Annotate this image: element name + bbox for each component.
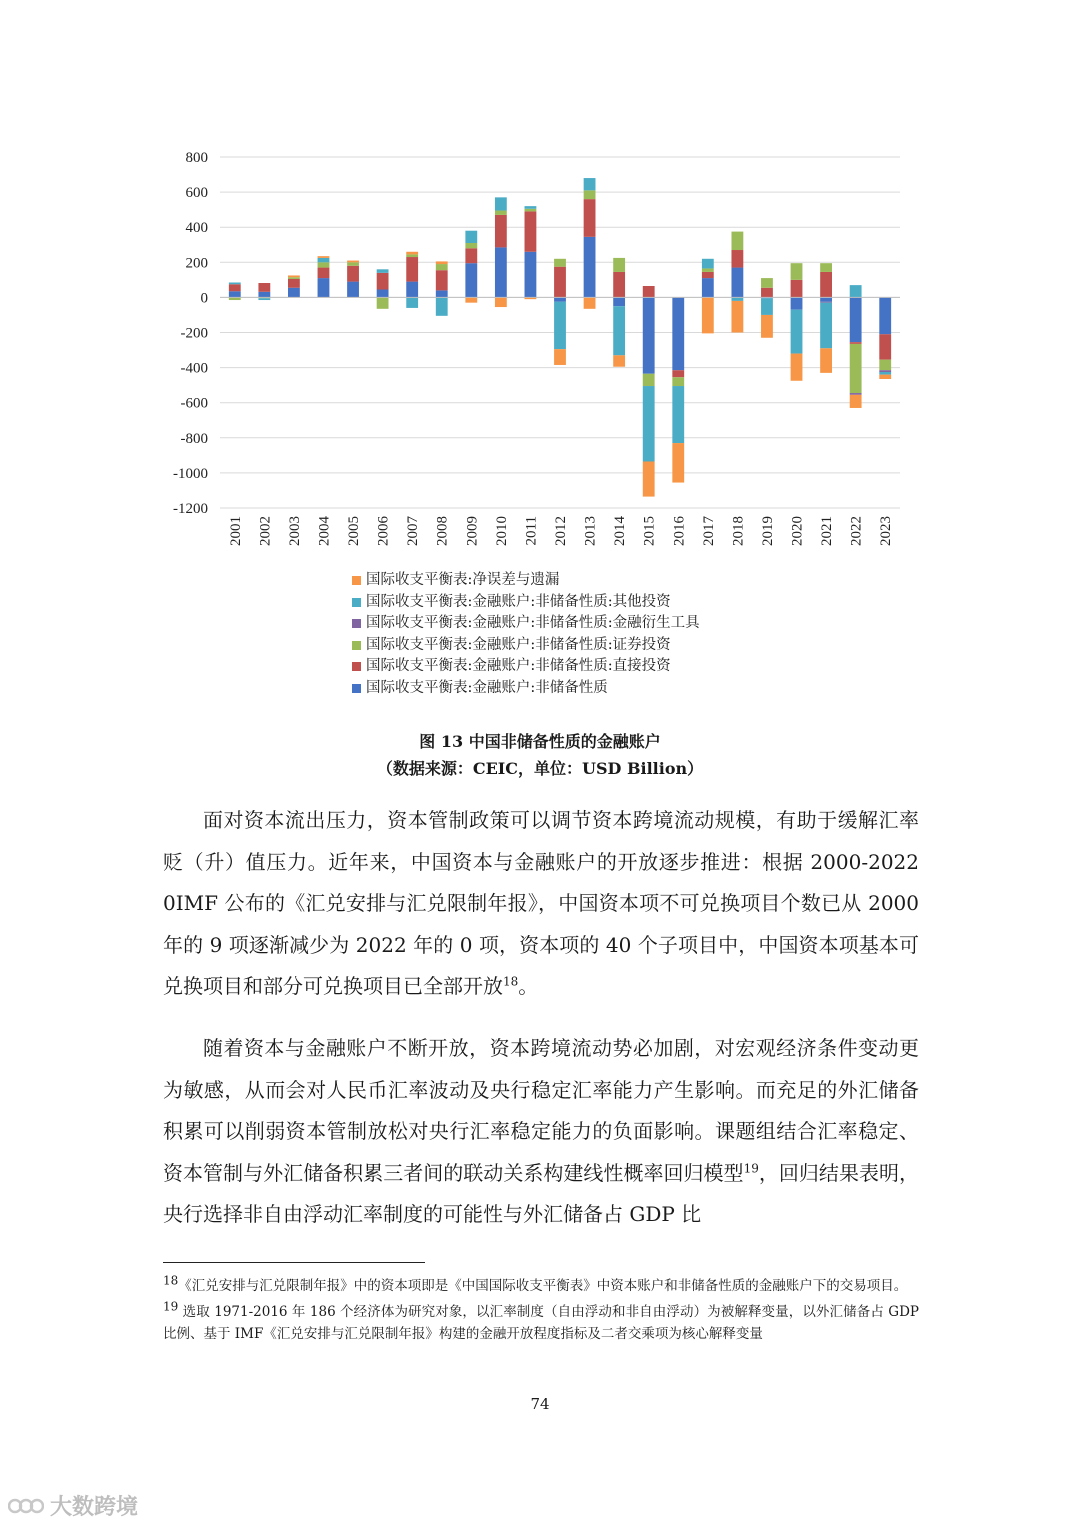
x-tick-label: 2019 bbox=[759, 516, 776, 546]
bar-segment bbox=[318, 262, 330, 267]
bar-segment bbox=[406, 254, 418, 257]
bar-segment bbox=[584, 237, 596, 298]
bar-segment bbox=[643, 386, 655, 461]
x-tick-label: 2003 bbox=[286, 516, 303, 546]
bar-segment bbox=[229, 284, 241, 291]
bar-segment bbox=[879, 297, 891, 334]
footnote-number: 19 bbox=[163, 1299, 179, 1314]
footnote-19 bbox=[163, 1301, 919, 1345]
bar-segment bbox=[761, 315, 773, 338]
figure-caption-source: （数据来源：CEIC，单位：USD Billion） bbox=[376, 759, 704, 778]
bar-segment bbox=[436, 264, 448, 270]
bar-segment bbox=[436, 297, 448, 315]
bar-segment bbox=[495, 211, 507, 215]
bar-segment bbox=[465, 248, 477, 263]
bar-segment bbox=[879, 360, 891, 371]
bar-segment bbox=[643, 297, 655, 373]
bar-segment bbox=[584, 178, 596, 190]
bar-segment bbox=[702, 297, 714, 333]
paragraph-text-end: ，回归结果表明，央行选择非自由浮动汇率制度的可能性与外汇储备占 GDP 比 bbox=[163, 1160, 920, 1226]
y-tick-label: -200 bbox=[180, 325, 208, 342]
bar-segment bbox=[318, 278, 330, 297]
bar-segment bbox=[820, 263, 832, 272]
stacked-bar-chart bbox=[150, 140, 920, 560]
legend-label: 国际收支平衡表:金融账户:非储备性质:金融衍生工具 bbox=[366, 615, 700, 631]
bar-segment bbox=[850, 297, 862, 342]
figure-caption bbox=[0, 728, 1080, 782]
footnote-ref-19[interactable]: 19 bbox=[743, 1160, 759, 1175]
bar-segment bbox=[525, 252, 537, 298]
bar-segment bbox=[820, 302, 832, 303]
bar-segment bbox=[377, 290, 389, 298]
footnotes bbox=[163, 1275, 919, 1349]
bar-segment bbox=[850, 344, 862, 393]
legend-swatch bbox=[352, 598, 361, 607]
x-tick-label: 2017 bbox=[700, 516, 717, 546]
bar-segment bbox=[465, 263, 477, 297]
x-tick-label: 2016 bbox=[671, 516, 688, 546]
bar-segment bbox=[672, 377, 684, 386]
bar-segment bbox=[495, 247, 507, 297]
bar-segment bbox=[495, 197, 507, 210]
bar-segment bbox=[820, 297, 832, 301]
legend-item bbox=[352, 613, 700, 635]
legend-item bbox=[352, 656, 700, 678]
body-paragraph-1 bbox=[163, 800, 919, 1008]
paragraph-text-end: 。 bbox=[518, 974, 539, 998]
bar-segment bbox=[613, 258, 625, 272]
bar-segment bbox=[525, 211, 537, 251]
footnote-divider bbox=[163, 1262, 425, 1263]
bar-segment bbox=[731, 268, 743, 298]
x-tick-label: 2009 bbox=[464, 516, 481, 546]
footnote-text: 《汇兑安排与汇兑限制年报》中的资本项即是《中国国际收支平衡表》中资本账户和非储备性质的金融账户下的交易项目。 bbox=[178, 1278, 908, 1294]
x-tick-label: 2013 bbox=[582, 516, 599, 546]
x-tick-label: 2015 bbox=[641, 516, 658, 546]
x-tick-label: 2022 bbox=[848, 516, 865, 546]
footnote-ref-18[interactable]: 18 bbox=[503, 974, 519, 989]
x-tick-label: 2011 bbox=[523, 516, 540, 546]
bar-segment bbox=[584, 199, 596, 237]
bar-segment bbox=[879, 372, 891, 375]
bar-segment bbox=[465, 243, 477, 248]
y-tick-label: -400 bbox=[180, 360, 208, 377]
bar-segment bbox=[643, 374, 655, 386]
y-tick-label: -1200 bbox=[173, 501, 208, 517]
bar-segment bbox=[850, 342, 862, 344]
bar-segment bbox=[791, 310, 803, 354]
footnote-number: 18 bbox=[163, 1273, 179, 1288]
bar-segment bbox=[672, 370, 684, 377]
x-tick-label: 2023 bbox=[878, 516, 895, 546]
bar-segment bbox=[702, 272, 714, 278]
legend-item bbox=[352, 678, 700, 700]
bar-segment bbox=[643, 286, 655, 297]
legend-label: 国际收支平衡表:金融账户:非储备性质:证券投资 bbox=[366, 636, 671, 653]
paragraph-text: 面对资本流出压力，资本管制政策可以调节资本跨境流动规模，有助于缓解汇率贬（升）值压力。近年来，中国资本与金融账户的开放逐步推进：根据 2000-2022 0IMF 公布的《汇兑安排与汇兑限制年报》，中国资本项不可兑换项目个数已从 2000 年的 9 项逐渐减少为 2022 年的 0 项，资本项的 40 个子项目中，中国资本项基本可兑换项目和部分可兑换项目已全部开放 bbox=[163, 808, 919, 998]
bar-segment bbox=[820, 272, 832, 297]
bar-segment bbox=[702, 278, 714, 297]
bar-segment bbox=[377, 273, 389, 290]
bar-segment bbox=[791, 354, 803, 381]
y-tick-label: 600 bbox=[185, 185, 208, 202]
y-tick-label: 800 bbox=[185, 150, 208, 166]
x-tick-label: 2021 bbox=[819, 516, 836, 546]
bar-segment bbox=[850, 285, 862, 297]
bar-segment bbox=[377, 297, 389, 308]
bar-segment bbox=[702, 268, 714, 272]
page-number: 74 bbox=[530, 1395, 550, 1413]
bar-segment bbox=[347, 261, 359, 263]
legend-swatch bbox=[352, 684, 361, 693]
x-tick-label: 2002 bbox=[257, 516, 274, 546]
y-tick-label: -1000 bbox=[173, 465, 208, 482]
bar-segment bbox=[879, 334, 891, 359]
bar-segment bbox=[258, 283, 270, 292]
watermark-text: 大数跨境 bbox=[50, 1495, 139, 1520]
bar-segment bbox=[495, 215, 507, 247]
bar-segment bbox=[288, 288, 300, 298]
x-tick-label: 2018 bbox=[730, 516, 747, 546]
body-paragraph-2 bbox=[163, 1028, 919, 1236]
bar-segment bbox=[377, 269, 389, 273]
bar-segment bbox=[672, 386, 684, 443]
footnote-text: 选取 1971-2016 年 186 个经济体为研究对象，以汇率制度（自由浮动和非自由浮动）为被解释变量，以外汇储备占 GDP 比例、基于 IMF《汇兑安排与汇兑限制年报》构建的金融开放程度指标及二者交乘项为核心解释变量 bbox=[163, 1304, 919, 1342]
x-tick-label: 2007 bbox=[405, 516, 422, 546]
bar-segment bbox=[613, 297, 625, 306]
bar-segment bbox=[288, 275, 300, 277]
logo-icon bbox=[8, 1495, 44, 1517]
bar-segment bbox=[554, 267, 566, 298]
bar-segment bbox=[850, 395, 862, 408]
legend-item bbox=[352, 592, 700, 614]
bar-segment bbox=[672, 443, 684, 482]
x-tick-label: 2004 bbox=[316, 516, 333, 546]
legend-swatch bbox=[352, 619, 361, 628]
y-tick-label: 0 bbox=[200, 290, 208, 307]
bar-segment bbox=[525, 206, 537, 209]
bar-segment bbox=[318, 256, 330, 258]
bar-segment bbox=[229, 282, 241, 284]
bar-segment bbox=[731, 297, 743, 301]
bar-segment bbox=[318, 268, 330, 279]
bar-segment bbox=[584, 297, 596, 308]
bar-segment bbox=[318, 258, 330, 262]
bar-segment bbox=[436, 261, 448, 264]
legend-swatch bbox=[352, 576, 361, 585]
legend-label: 国际收支平衡表:金融账户:非储备性质 bbox=[366, 679, 608, 696]
bar-segment bbox=[554, 349, 566, 365]
bar-segment bbox=[436, 270, 448, 290]
x-tick-label: 2005 bbox=[346, 516, 363, 546]
legend-label: 国际收支平衡表:金融账户:非储备性质:直接投资 bbox=[366, 658, 671, 674]
footnote-18 bbox=[163, 1275, 919, 1297]
x-tick-label: 2012 bbox=[553, 516, 569, 546]
bar-segment bbox=[879, 370, 891, 372]
bar-segment bbox=[554, 297, 566, 301]
x-tick-label: 2006 bbox=[375, 516, 392, 546]
bar-segment bbox=[731, 232, 743, 250]
bar-segment bbox=[791, 297, 803, 309]
bar-segment bbox=[525, 209, 537, 212]
bar-segment bbox=[554, 259, 566, 267]
bar-segment bbox=[229, 291, 241, 297]
x-tick-label: 2008 bbox=[434, 516, 451, 546]
bar-segment bbox=[406, 252, 418, 255]
bar-segment bbox=[465, 231, 477, 243]
bar-segment bbox=[406, 257, 418, 282]
x-tick-label: 2014 bbox=[612, 516, 629, 546]
bar-segment bbox=[406, 282, 418, 298]
y-tick-label: 400 bbox=[185, 220, 208, 237]
bar-segment bbox=[347, 262, 359, 266]
bar-segment bbox=[613, 272, 625, 297]
chart-legend bbox=[352, 570, 700, 699]
legend-label: 国际收支平衡表:金融账户:非储备性质:其他投资 bbox=[366, 593, 671, 610]
bar-segment bbox=[406, 297, 418, 308]
y-tick-label: 200 bbox=[185, 255, 208, 272]
bar-segment bbox=[436, 290, 448, 297]
legend-item bbox=[352, 635, 700, 657]
bar-segment bbox=[288, 277, 300, 279]
legend-swatch bbox=[352, 641, 361, 650]
bar-segment bbox=[850, 393, 862, 395]
bar-segment bbox=[643, 461, 655, 496]
x-tick-label: 2020 bbox=[789, 516, 806, 546]
paragraph-text: 随着资本与金融账户不断开放，资本跨境流动势必加剧，对宏观经济条件变动更为敏感，从而会对人民币汇率波动及央行稳定汇率能力产生影响。而充足的外汇储备积累可以削弱资本管制放松对央行汇率稳定能力的负面影响。课题组结合汇率稳定、资本管制与外汇储备积累三者间的联动关系构建线性概率回归模型 bbox=[163, 1036, 919, 1185]
legend-item bbox=[352, 570, 700, 592]
bar-segment bbox=[584, 190, 596, 199]
y-tick-label: -600 bbox=[180, 395, 208, 412]
bar-segment bbox=[731, 250, 743, 268]
bar-segment bbox=[554, 302, 566, 349]
bar-segment bbox=[465, 297, 477, 302]
bar-segment bbox=[258, 292, 270, 298]
bar-segment bbox=[347, 266, 359, 282]
bar-segment bbox=[791, 280, 803, 298]
bar-segment bbox=[820, 303, 832, 349]
bar-segment bbox=[820, 348, 832, 373]
legend-label: 国际收支平衡表:净误差与遗漏 bbox=[366, 572, 560, 588]
bar-segment bbox=[791, 263, 803, 280]
bar-segment bbox=[258, 298, 270, 300]
bar-segment bbox=[347, 282, 359, 298]
bar-segment bbox=[761, 298, 773, 315]
bar-segment bbox=[702, 259, 714, 269]
bar-segment bbox=[613, 355, 625, 366]
bar-segment bbox=[672, 297, 684, 370]
bar-segment bbox=[761, 288, 773, 298]
bar-segment bbox=[761, 278, 773, 288]
y-tick-label: -800 bbox=[180, 430, 208, 447]
bar-segment bbox=[731, 301, 743, 333]
legend-swatch bbox=[352, 662, 361, 671]
bar-segment bbox=[495, 297, 507, 307]
bar-segment bbox=[879, 375, 891, 379]
figure-caption-title: 图 13 中国非储备性质的金融账户 bbox=[419, 732, 661, 751]
x-tick-label: 2001 bbox=[227, 516, 244, 546]
x-tick-label: 2010 bbox=[493, 516, 510, 546]
watermark bbox=[8, 1490, 138, 1521]
bar-segment bbox=[288, 279, 300, 288]
bar-segment bbox=[613, 306, 625, 355]
